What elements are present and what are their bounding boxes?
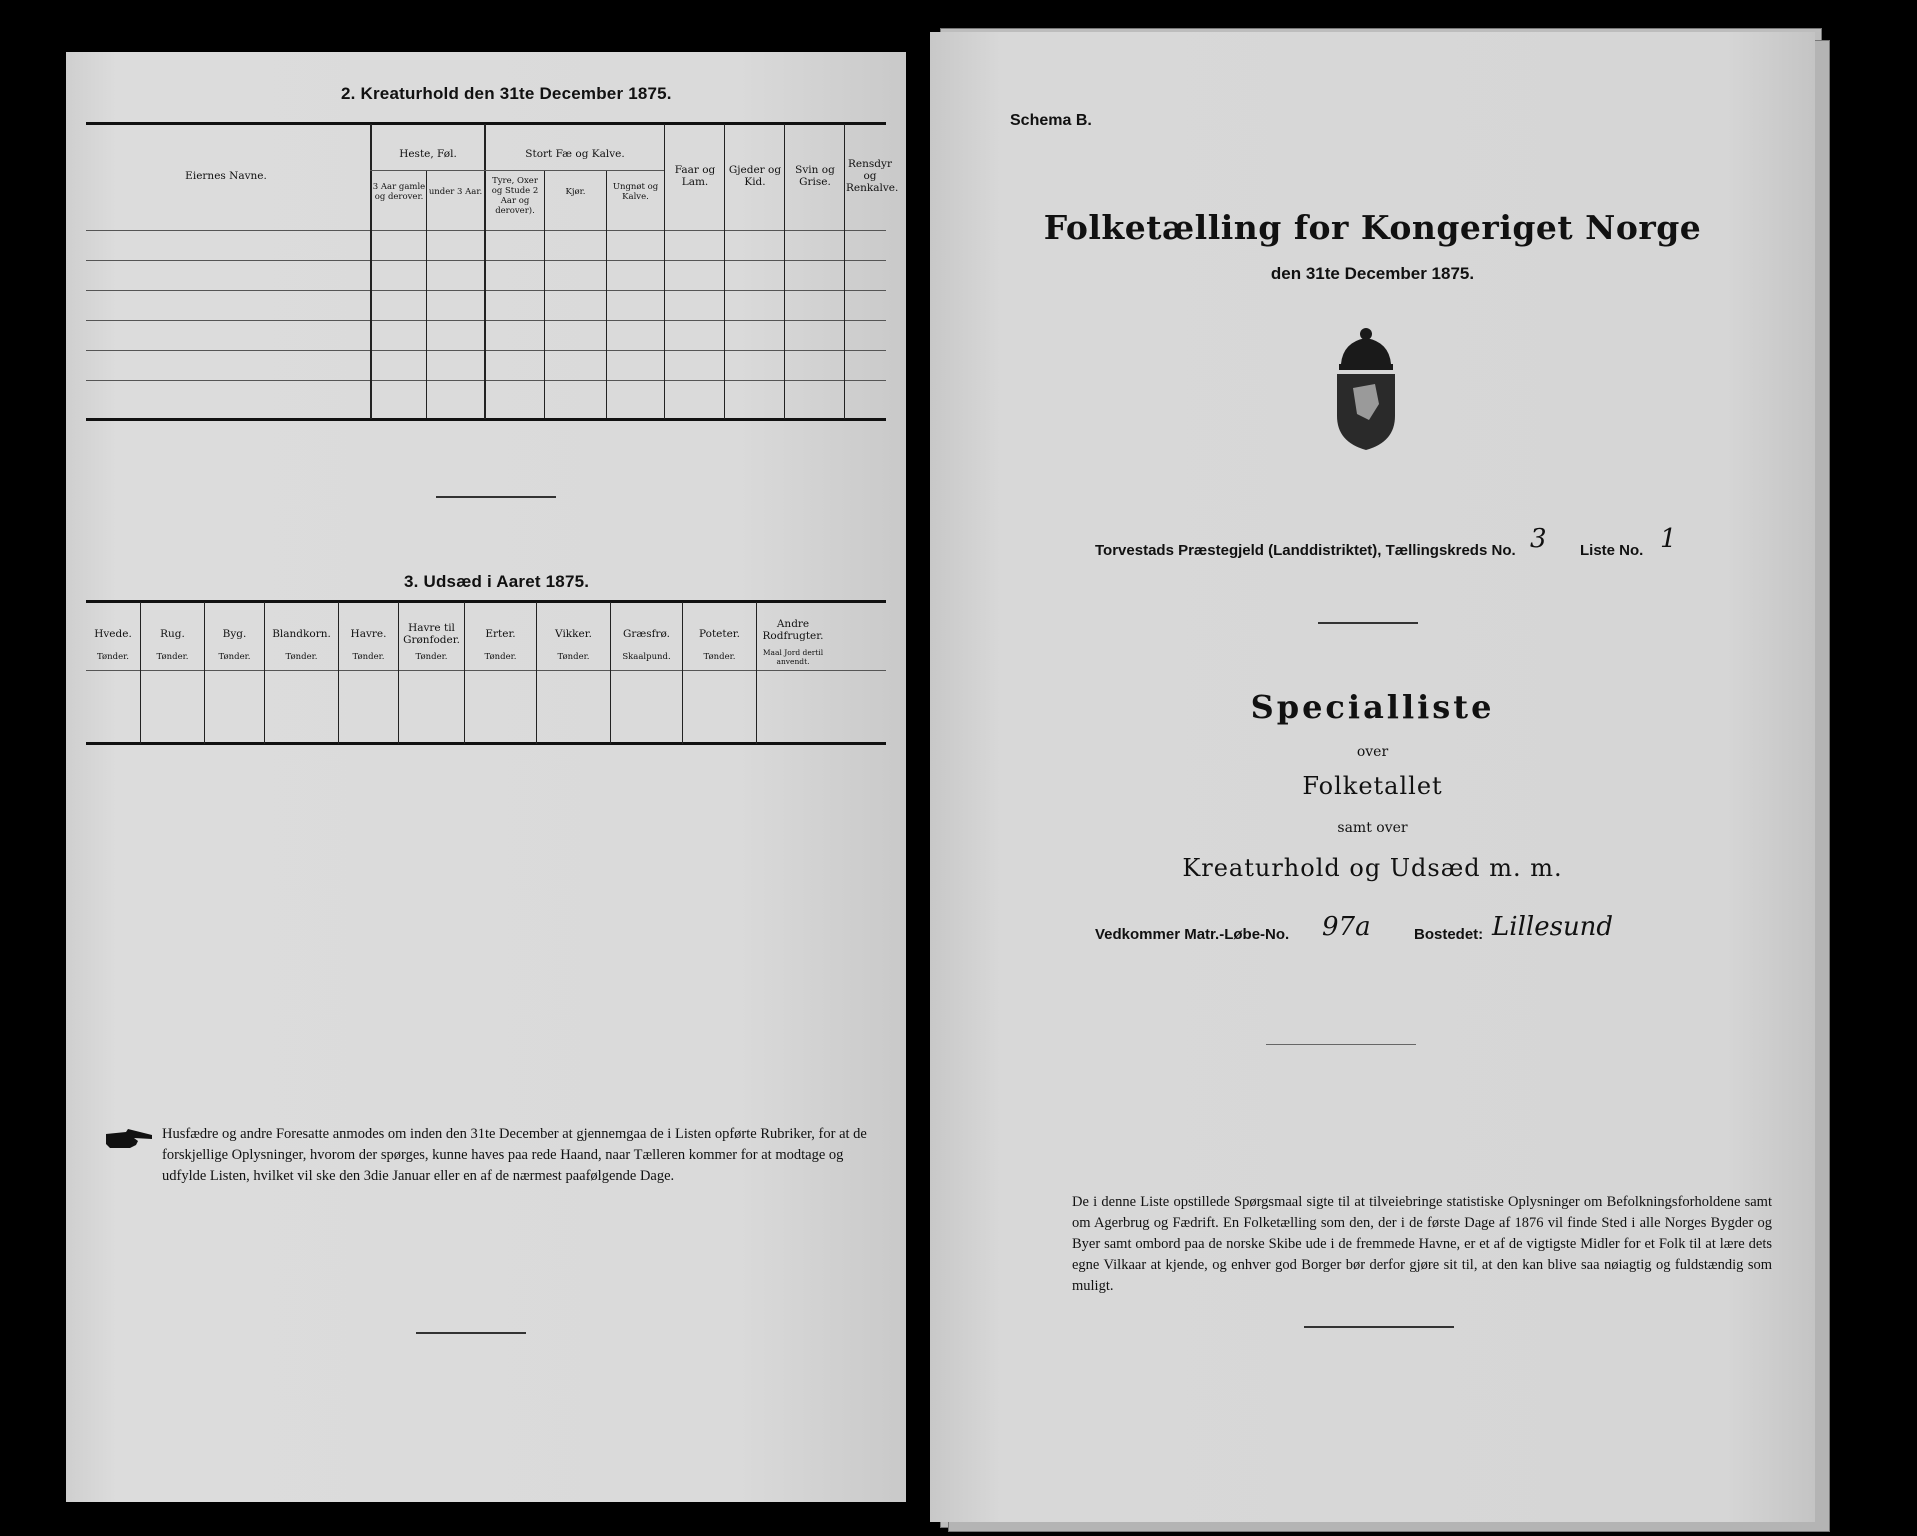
title-rule	[1318, 622, 1418, 624]
col-horses: Heste, Føl.	[399, 148, 457, 160]
s2-bottom-rule	[86, 418, 886, 421]
samt-over-text: samt over	[1337, 820, 1408, 836]
col-horses-sub2: under 3 Aar.	[428, 187, 483, 197]
mid-rule	[1266, 1044, 1416, 1045]
main-subtitle: den 31te December 1875.	[1270, 264, 1475, 283]
s2-col-divider	[844, 124, 845, 419]
col-reindeer: Rensdyr og Renkalve.	[846, 158, 899, 194]
s2-row	[86, 350, 886, 351]
s3-unit: Maal Jord dertil anvendt.	[762, 648, 824, 666]
col-sheep: Faar og Lam.	[674, 164, 716, 188]
s3-col-divider	[682, 602, 683, 744]
s3-unit: Tønder.	[352, 652, 385, 662]
s3-top-rule	[86, 600, 886, 603]
s3-unit: Tønder.	[97, 652, 129, 662]
section3-title: 3. Udsæd i Aaret 1875.	[404, 572, 590, 591]
schema-label: Schema B.	[1010, 112, 1092, 129]
s3-col-erter: Erter.	[485, 628, 516, 640]
district-label: Torvestads Præstegjeld (Landdistriktet), Tællingskreds No.	[1095, 542, 1516, 559]
list-number: 1	[1660, 524, 1677, 554]
s3-unit: Tønder.	[218, 652, 251, 662]
s3-col-byg: Byg.	[222, 628, 247, 640]
over-text-1: over	[1356, 744, 1389, 760]
s2-row	[86, 320, 886, 321]
section2-title: 2. Kreaturhold den 31te December 1875.	[341, 84, 672, 103]
s2-col-divider	[370, 124, 372, 419]
s3-bottom-rule	[86, 742, 886, 745]
s3-unit: Tønder.	[156, 652, 189, 662]
bosted-label: Bostedet:	[1414, 926, 1484, 943]
separator-rule	[436, 496, 556, 498]
s3-col-havre: Havre.	[350, 628, 387, 640]
s2-col-divider	[544, 170, 545, 418]
s2-col-divider	[606, 170, 607, 418]
s3-unit: Tønder.	[415, 652, 448, 662]
s2-row	[86, 290, 886, 291]
s3-col-hvede: Hvede.	[94, 628, 132, 640]
s3-col-poteter: Poteter.	[698, 628, 741, 640]
s3-unit: Tønder.	[484, 652, 517, 662]
col-cattle: Stort Fæ og Kalve.	[525, 148, 625, 160]
folketallet-heading: Folketallet	[1302, 772, 1443, 800]
notice-text: Husfædre og andre Foresatte anmodes om inden den 31te December at gjennemgaa de i Listen opførte Rubriker, for at de forskjellige Oplysninger, hvorom der spørges, kunne haves paa rede Haand, naar Tælleren kommer for at modtage og udfylde Listen, hvilket vil ske den 3die Januar eller en af de nærmest paafølgende Dage.	[162, 1126, 867, 1184]
s3-col-rodfrugter: Andre Rodfrugter.	[762, 618, 824, 642]
s3-col-havre-gronfoder: Havre til Grønfoder.	[403, 622, 460, 646]
bosted-value: Lillesund	[1492, 912, 1614, 942]
left-page	[66, 52, 906, 1502]
s2-col-divider	[724, 124, 725, 419]
s3-col-divider	[610, 602, 611, 744]
main-title: Folketælling for Kongeriget Norge	[1043, 208, 1702, 247]
s2-col-divider	[784, 124, 785, 419]
s3-col-divider	[464, 602, 465, 744]
s2-col-divider	[484, 124, 486, 419]
bottom-rule	[1304, 1326, 1454, 1328]
kreaturhold-heading: Kreaturhold og Udsæd m. m.	[1182, 854, 1563, 882]
col-cattle-sub1: Tyre, Oxer og Stude 2 Aar og derover).	[491, 176, 539, 216]
col-cattle-sub3: Ungnøt og Kalve.	[612, 182, 659, 202]
col-goats: Gjeder og Kid.	[728, 164, 782, 188]
s3-header-rule	[86, 670, 886, 671]
district-number: 3	[1530, 524, 1547, 554]
s3-unit: Tønder.	[285, 652, 318, 662]
s2-subheader-rule	[370, 170, 664, 171]
col-cattle-sub2: Kjør.	[565, 187, 586, 197]
s3-col-divider	[204, 602, 205, 744]
s3-col-vikker: Vikker.	[555, 628, 592, 640]
explanation-paragraph: De i denne Liste opstillede Spørgsmaal sigte til at tilveiebringe statistiske Oplysninger om Befolkningsforholdene samt om Agerbrug og Fædrift. En Folketælling som den, der i de første Dage af 1876 vil finde Sted i alle Norges Bygder og Byer samt ombord paa de norske Skibe ude i de fremmede Havne, er et af de vigtigste Midler for et Folk til at lære dets egne Vilkaar at kjende, og enhver god Borger bør derfor gjøre sit til, at den kan blive saa nøiagtig og fuldstændig som muligt.	[1072, 1194, 1772, 1294]
footer-rule	[416, 1332, 526, 1334]
s3-col-divider	[536, 602, 537, 744]
s2-top-rule	[86, 122, 886, 125]
s3-unit: Tønder.	[703, 652, 736, 662]
s3-col-rug: Rug.	[160, 628, 185, 640]
s2-col-divider	[426, 170, 427, 418]
s2-header-rule	[86, 230, 886, 231]
s3-col-divider	[264, 602, 265, 744]
matr-label: Vedkommer Matr.-Løbe-No.	[1095, 926, 1290, 943]
s3-col-graesfro: Græsfrø.	[622, 628, 671, 640]
matr-value: 97a	[1322, 912, 1371, 942]
s2-row	[86, 260, 886, 261]
right-page	[930, 32, 1815, 1522]
s3-col-blandkorn: Blandkorn.	[272, 628, 331, 640]
col-horses-sub1: 3 Aar gamle og derover.	[372, 182, 426, 202]
col-pigs: Svin og Grise.	[795, 164, 835, 188]
s2-row	[86, 380, 886, 381]
s3-col-divider	[338, 602, 339, 744]
specialliste-heading: Specialliste	[1250, 688, 1495, 726]
list-label: Liste No.	[1580, 542, 1644, 559]
coat-of-arms-icon	[1323, 324, 1409, 454]
s3-col-divider	[140, 602, 141, 744]
s2-col-divider	[664, 124, 665, 419]
s3-unit: Skaalpund.	[622, 652, 671, 662]
pointing-hand-icon	[104, 1126, 156, 1152]
col-owner: Eiernes Navne.	[185, 170, 267, 182]
s3-unit: Tønder.	[557, 652, 590, 662]
